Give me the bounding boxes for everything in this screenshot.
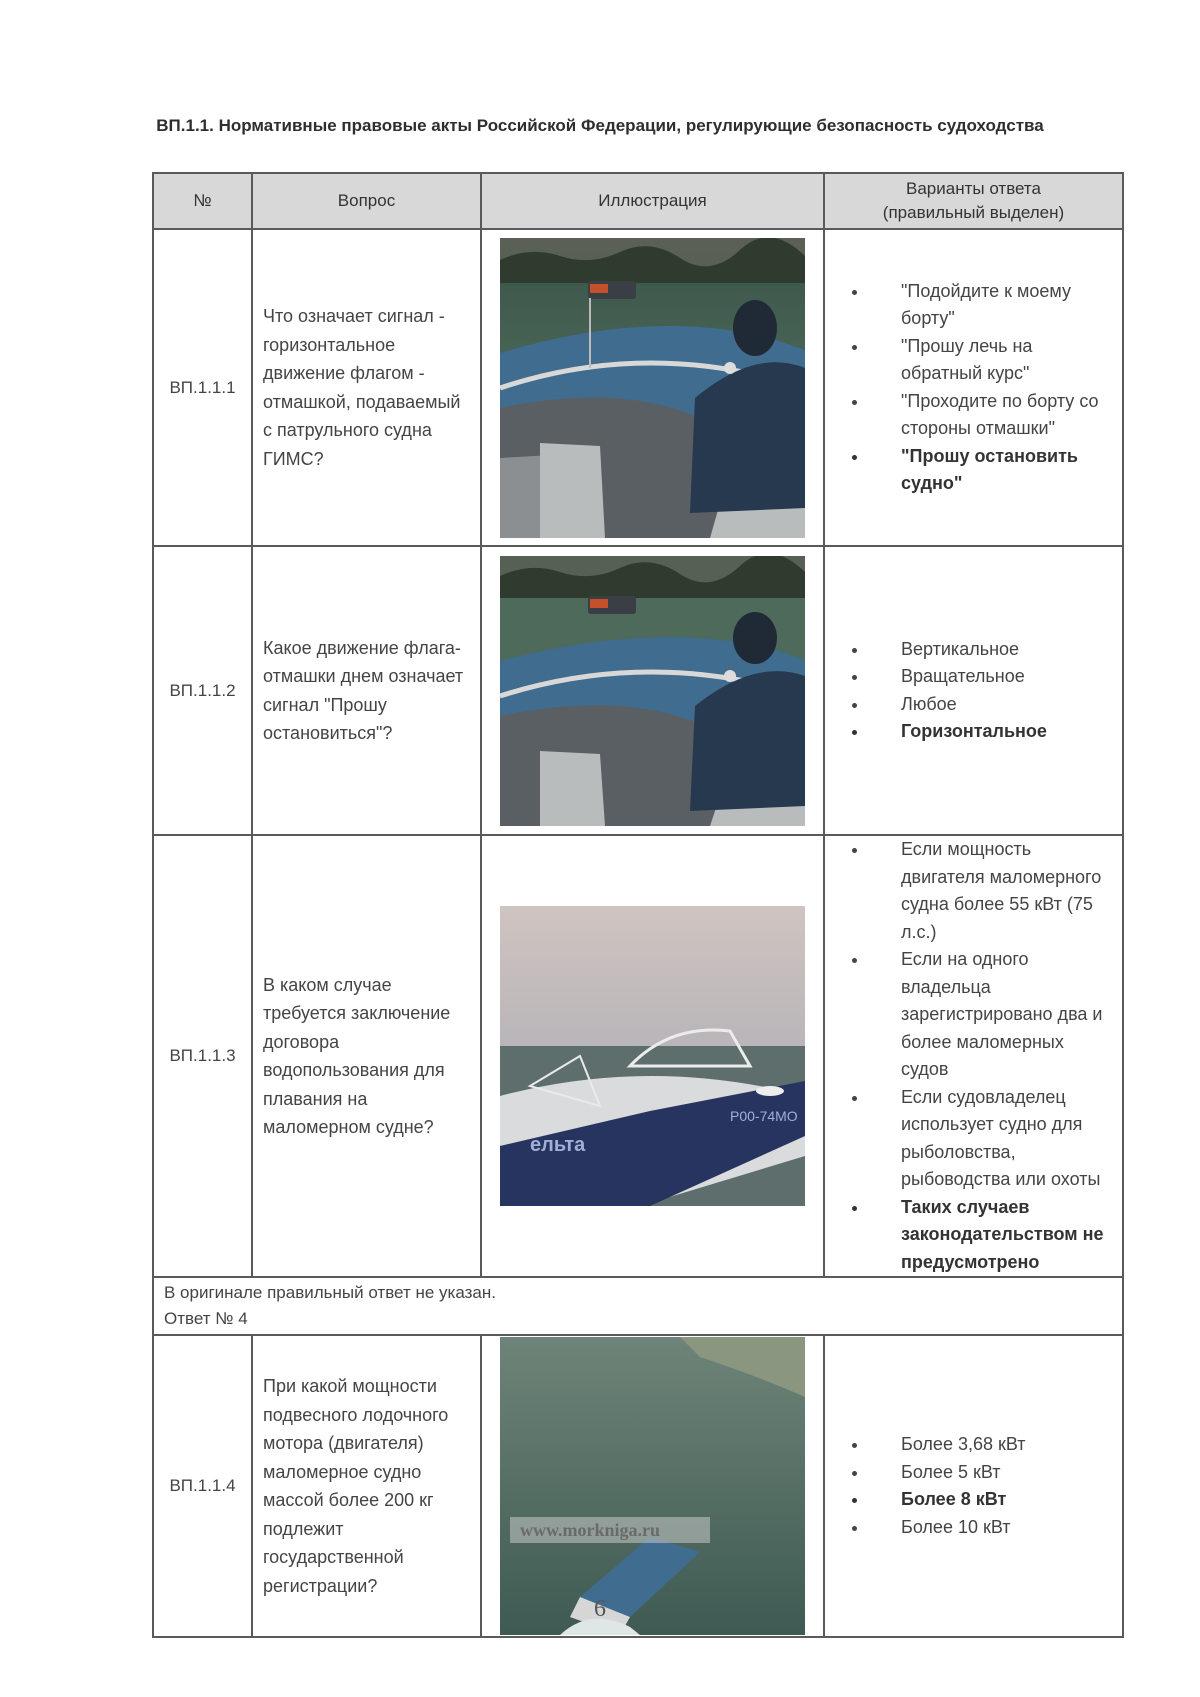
answer-option: • Если мощность двигателя маломерного судна более 55 кВт (75 л.с.) bbox=[869, 836, 1112, 946]
answer-option: • "Прошу лечь на обратный курс" bbox=[869, 333, 1112, 388]
question-text: Что означает сигнал - горизонтальное движение флагом - отмашкой, подаваемый с патрульного судна ГИМС? bbox=[252, 229, 481, 546]
small-boat-photo bbox=[500, 1337, 805, 1635]
motorboat-photo bbox=[500, 906, 805, 1206]
illustration-cell bbox=[481, 1335, 824, 1637]
answer-option-correct: • "Прошу остановить судно" bbox=[869, 443, 1112, 498]
question-number: ВП.1.1.1 bbox=[153, 229, 252, 546]
answer-option: • Если судовладелец использует судно для рыболовства, рыбоводства или охоты bbox=[869, 1084, 1112, 1194]
answer-option: • Вращательное bbox=[869, 663, 1112, 691]
illustration-cell bbox=[481, 835, 824, 1277]
patrol-boat-photo-2 bbox=[500, 556, 805, 826]
note-line: В оригинале правильный ответ не указан. bbox=[164, 1283, 496, 1302]
column-header-question: Вопрос bbox=[252, 173, 481, 229]
question-number: ВП.1.1.4 bbox=[153, 1335, 252, 1637]
answers-cell bbox=[824, 1335, 1123, 1637]
answer-list bbox=[825, 636, 1122, 746]
illustration-cell bbox=[481, 229, 824, 546]
answer-option-correct: • Более 8 кВт bbox=[869, 1486, 1112, 1514]
column-header-answers bbox=[824, 173, 1123, 229]
answers-cell bbox=[824, 229, 1123, 546]
boat-registration-text: Р00-74МО bbox=[730, 1108, 798, 1124]
table-row bbox=[153, 229, 1123, 546]
illustration-cell bbox=[481, 546, 824, 835]
page-number: 6 bbox=[594, 1596, 606, 1622]
patrol-boat-photo-1 bbox=[500, 238, 805, 538]
questions-table bbox=[152, 172, 1124, 1638]
question-number: ВП.1.1.2 bbox=[153, 546, 252, 835]
answers-cell bbox=[824, 546, 1123, 835]
note-line: Ответ № 4 bbox=[164, 1309, 248, 1328]
answer-option-correct: • Таких случаев законодательством не предусмотрено bbox=[869, 1194, 1112, 1277]
question-text: При какой мощности подвесного лодочного мотора (двигателя) маломерное судно массой более 200 кг подлежит государственной регистрации? bbox=[252, 1335, 481, 1637]
question-text: В каком случае требуется заключение договора водопользования для плавания на маломерном судне? bbox=[252, 835, 481, 1277]
column-header-number: № bbox=[153, 173, 252, 229]
answer-list bbox=[825, 836, 1122, 1276]
table-row bbox=[153, 835, 1123, 1277]
column-header-answers-line2: (правильный выделен) bbox=[882, 203, 1065, 222]
question-number: ВП.1.1.3 bbox=[153, 835, 252, 1277]
answers-cell bbox=[824, 835, 1123, 1277]
answer-option: • Любое bbox=[869, 691, 1112, 719]
answer-list bbox=[825, 1431, 1122, 1541]
answer-option: • Более 10 кВт bbox=[869, 1514, 1112, 1542]
answer-list bbox=[825, 278, 1122, 498]
person-icon bbox=[733, 612, 777, 664]
column-header-answers-line1: Варианты ответа bbox=[906, 179, 1041, 198]
column-header-illustration: Иллюстрация bbox=[481, 173, 824, 229]
table-row bbox=[153, 1335, 1123, 1637]
watermark-text: www.morkniga.ru bbox=[520, 1520, 661, 1540]
table-header-row bbox=[153, 173, 1123, 229]
answer-option: • Вертикальное bbox=[869, 636, 1112, 664]
answer-option: • "Проходите по борту со стороны отмашки" bbox=[869, 388, 1112, 443]
boat-name-text: ельта bbox=[530, 1134, 586, 1156]
answer-option: • Более 5 кВт bbox=[869, 1459, 1112, 1487]
table-row bbox=[153, 546, 1123, 835]
answer-option-correct: • Горизонтальное bbox=[869, 718, 1112, 746]
answer-option: • Более 3,68 кВт bbox=[869, 1431, 1112, 1459]
page-title: ВП.1.1. Нормативные правовые акты Российской Федерации, регулирующие безопасность судоходства bbox=[156, 116, 1044, 135]
answer-option: • Если на одного владельца зарегистрировано два и более маломерных судов bbox=[869, 946, 1112, 1084]
question-text: Какое движение флага-отмашки днем означает сигнал "Прошу остановиться"? bbox=[252, 546, 481, 835]
note-cell bbox=[153, 1277, 1123, 1335]
answer-option: • "Подойдите к моему борту" bbox=[869, 278, 1112, 333]
note-row bbox=[153, 1277, 1123, 1335]
person-icon bbox=[733, 300, 777, 356]
